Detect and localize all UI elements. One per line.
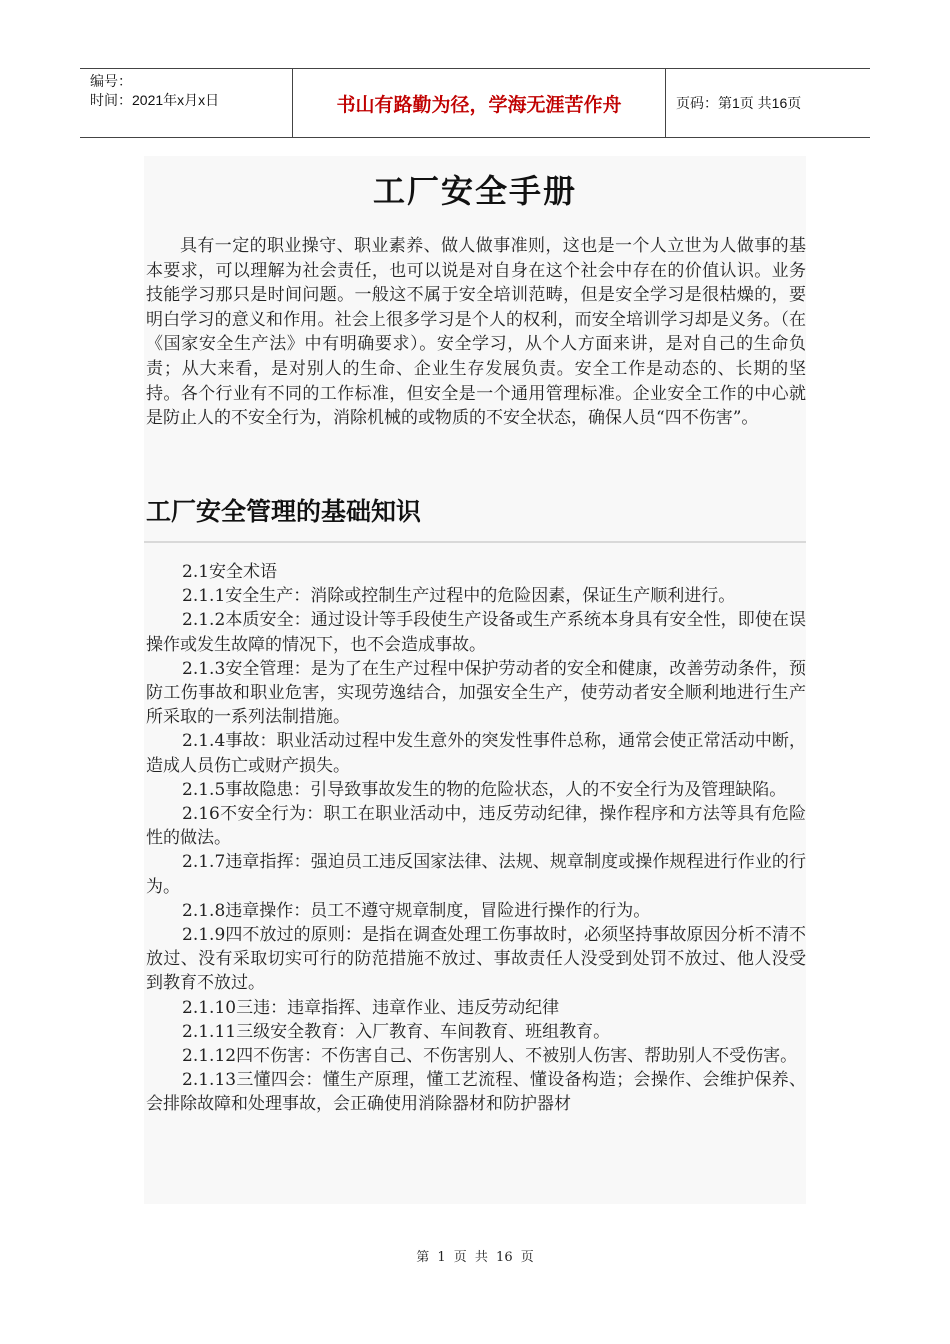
term-paragraph: 2.1.13三懂四会：懂生产原理，懂工艺流程、懂设备构造；会操作、会维护保养、会排除故障和处理事故，会正确使用消除器材和防护器材 [146, 1070, 806, 1115]
term-paragraph: 2.16不安全行为：职工在职业活动中，违反劳动纪律，操作程序和方法等具有危险性的做法。 [146, 804, 806, 849]
document-date: 时间：2021年x月x日 [90, 92, 220, 108]
header-table [80, 68, 870, 138]
term-paragraph: 2.1.2本质安全：通过设计等手段使生产设备或生产系统本身具有安全性，即使在误操作或发生故障的情况下，也不会造成事故。 [146, 610, 806, 655]
term-paragraph: 2.1.5事故隐患：引导致事故发生的物的危险状态，人的不安全行为及管理缺陷。 [182, 779, 787, 800]
term-paragraph: 2.1.7违章指挥：强迫员工违反国家法律、法规、规章制度或操作规程进行作业的行为。 [146, 852, 806, 897]
term-paragraph: 2.1.11三级安全教育：入厂教育、车间教育、班组教育。 [182, 1021, 611, 1042]
header-page-info: 页码：第1页 共16页 [676, 95, 802, 111]
term-paragraph: 2.1.3安全管理：是为了在生产过程中保护劳动者的安全和健康，改善劳动条件，预防工伤事故和职业危害，实现劳逸结合，加强安全生产，使劳动者安全顺利地进行生产所采取的一系列法制措施。 [146, 658, 806, 728]
term-paragraph: 2.1安全术语 [182, 562, 278, 582]
page-footer: 第 1 页 共 16 页 [416, 1250, 534, 1265]
header-meta [80, 69, 292, 137]
term-paragraph: 2.1.4事故：职业活动过程中发生意外的突发性事件总称，通常会使正常活动中断，造成人员伤亡或财产损失。 [146, 731, 806, 776]
section-heading: 工厂安全管理的基础知识 [146, 497, 422, 526]
term-paragraph: 2.1.1安全生产：消除或控制生产过程中的危险因素，保证生产顺利进行。 [182, 586, 736, 607]
term-paragraph: 2.1.12四不伤害：不伤害自己、不伤害别人、不被别人伤害、帮助别人不受伤害。 [182, 1046, 798, 1067]
term-paragraph: 2.1.9四不放过的原则：是指在调查处理工伤事故时，必须坚持事故原因分析不清不放过、没有采取切实可行的防范措施不放过、事故责任人没受到处罚不放过、他人没受到教育不放过。 [146, 925, 806, 994]
intro-paragraph: 具有一定的职业操守、职业素养、做人做事准则，这也是一个人立世为人做事的基本要求，可以理解为社会责任，也可以说是对自身在这个社会中存在的价值认识。业务技能学习那只是时间问题。一般这不属于安全培训范畴，但是安全学习是很枯燥的，要明白学习的意义和作用。社会上很多学习是个人的权利，而安全培训学习却是义务。（在《国家安全生产法》中有明确要求）。安全学习，从个人方面来讲，是对自己的生命负责；从大来看，是对别人的生命、企业生存发展负责。安全工作是动态的、长期的坚持。各个行业有不同的工作标准，但安全是一个通用管理标准。企业安全工作的中心就是防止人的不安全行为，消除机械的或物质的不安全状态，确保人员“四不伤害”。 [146, 236, 806, 429]
document-title: 工厂安全手册 [372, 172, 577, 210]
terms-list [146, 560, 806, 1117]
document-number-label: 编号： [90, 73, 132, 89]
term-paragraph: 2.1.8违章操作：员工不遵守规章制度，冒险进行操作的行为。 [182, 900, 651, 921]
term-paragraph: 2.1.10三违：违章指挥、违章作业、违反劳动纪律 [182, 997, 560, 1018]
section-divider [144, 541, 806, 543]
header-motto: 书山有路勤为径，学海无涯苦作舟 [292, 69, 666, 137]
